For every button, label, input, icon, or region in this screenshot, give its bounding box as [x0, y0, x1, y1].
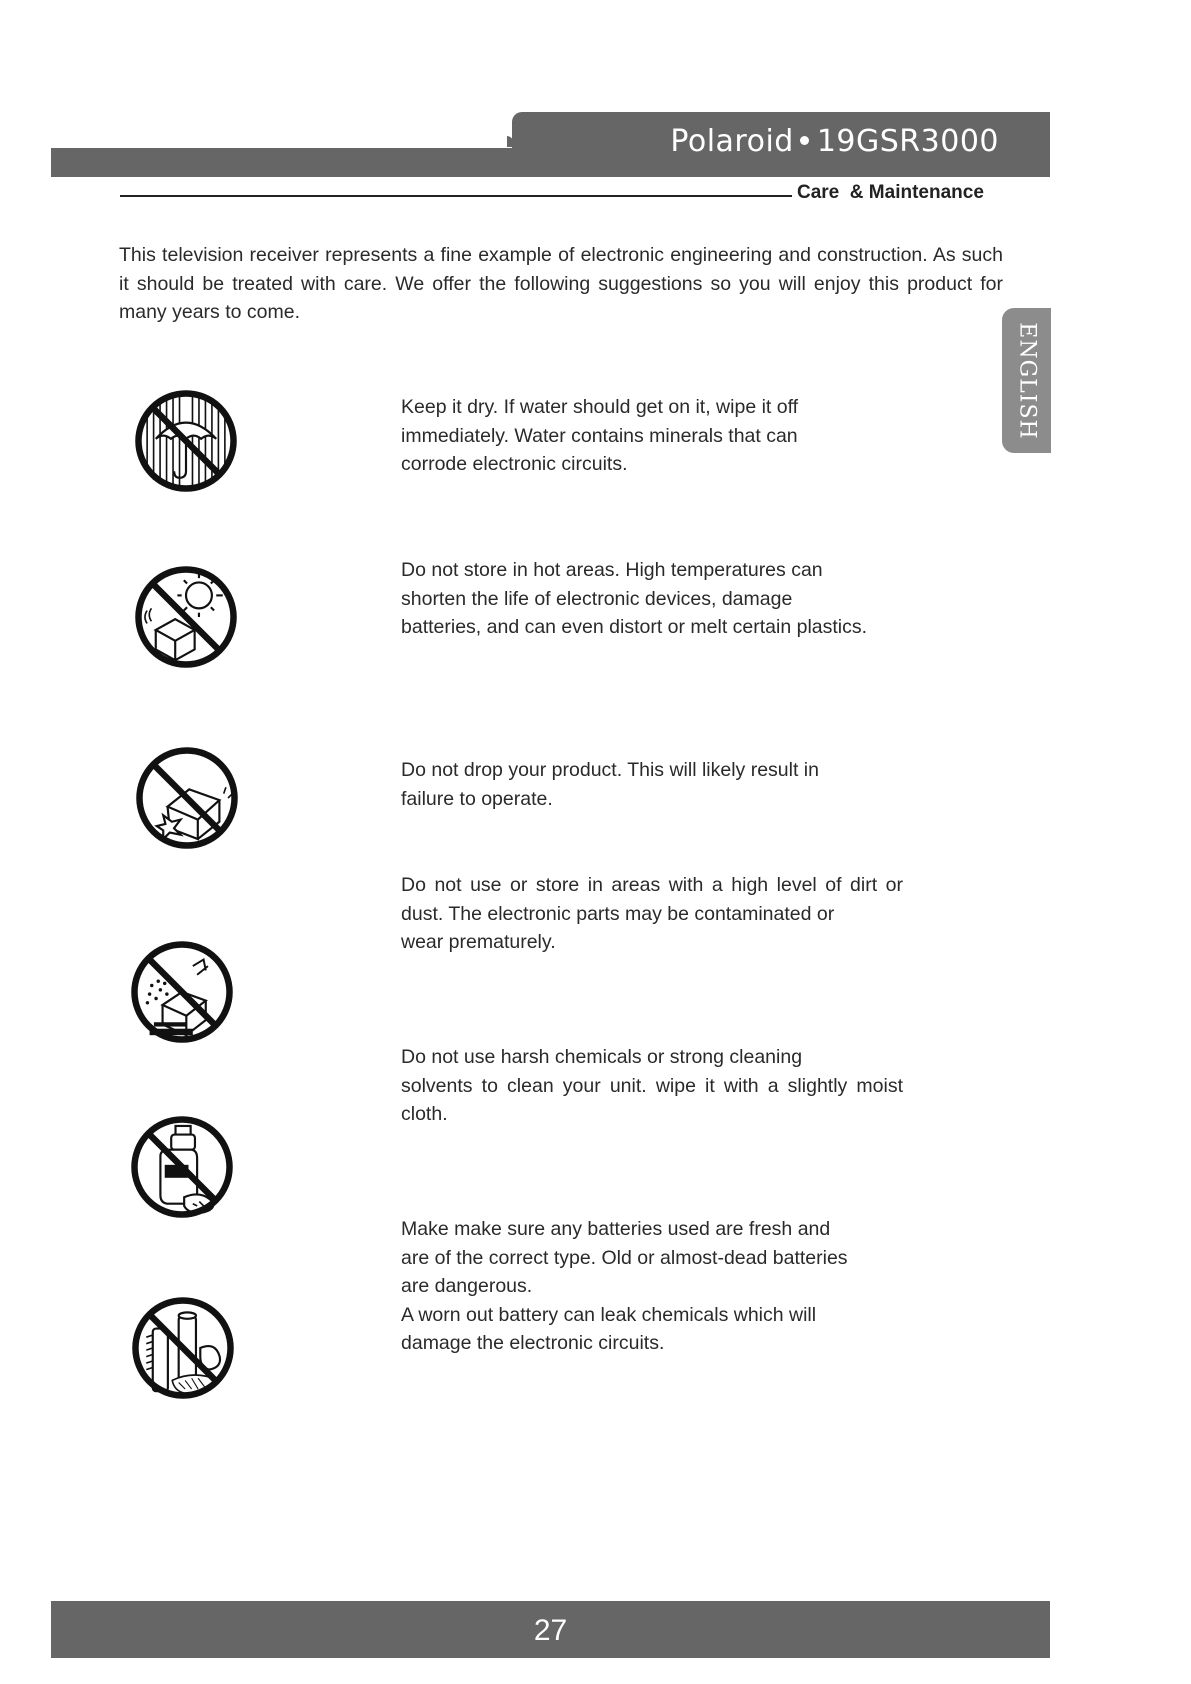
- no-heat-sun-icon: [132, 560, 240, 674]
- tip-line: immediately. Water contains minerals that can: [401, 424, 798, 447]
- model-number: 19GSR3000: [816, 124, 999, 159]
- tip-line: shorten the life of electronic devices, damage: [401, 587, 793, 610]
- tip-line: solvents to clean your unit. wipe it with a slightly moist: [401, 1074, 903, 1097]
- language-tab-label: ENGLISH: [1014, 321, 1039, 440]
- tip-line: dust. The electronic parts may be contaminated or: [401, 902, 835, 925]
- intro-paragraph: This television receiver represents a fine example of electronic engineering and construction. As such it should be treated with care. We offer the following suggestions so you will enjoy this product for many years to come.: [119, 244, 1003, 323]
- tip-line: failure to operate.: [401, 787, 553, 810]
- tip-no-dust: [401, 871, 903, 957]
- section-title: Care & Maintenance: [797, 182, 984, 203]
- language-tab: [1002, 308, 1051, 453]
- tip-line: damage the electronic circuits.: [401, 1332, 665, 1354]
- tip-line: are dangerous.: [401, 1275, 533, 1297]
- brand-separator-dot: [800, 136, 809, 145]
- no-battery-leak-icon: [129, 1291, 237, 1405]
- brand-title: [670, 124, 999, 159]
- tip-line: wear prematurely.: [401, 931, 556, 953]
- footer-bar: [51, 1601, 1050, 1658]
- tip-line: A worn out battery can leak chemicals which will: [401, 1303, 817, 1326]
- tip-keep-dry: [401, 393, 903, 479]
- tip-line: Do not store in hot areas. High temperatures can: [401, 559, 823, 581]
- tip-line: cloth.: [401, 1103, 448, 1125]
- tip-no-drop: [401, 756, 903, 813]
- brand-name: Polaroid: [670, 124, 794, 159]
- tip-line: corrode electronic circuits.: [401, 453, 628, 475]
- section-rule: [120, 195, 792, 197]
- no-dust-icon: [128, 935, 236, 1049]
- tip-line: Make make sure any batteries used are fresh and: [401, 1218, 831, 1240]
- tip-line: Do not use or store in areas with a high level of dirt or: [401, 874, 903, 896]
- page-number: 27: [533, 1614, 568, 1647]
- tip-batteries: [401, 1215, 903, 1358]
- tip-line: Do not use harsh chemicals or strong cleaning: [401, 1046, 803, 1068]
- tip-no-chemicals: [401, 1043, 903, 1129]
- tip-line: Keep it dry. If water should get on it, wipe it off: [401, 396, 799, 418]
- tip-no-heat: [401, 556, 903, 642]
- tip-line: are of the correct type. Old or almost-dead batteries: [401, 1246, 848, 1269]
- tip-line: Do not drop your product. This will likely result in: [401, 759, 819, 781]
- no-chemicals-icon: [128, 1110, 236, 1224]
- no-drop-icon: [133, 741, 241, 855]
- tip-line: batteries, and can even distort or melt certain plastics.: [401, 616, 868, 638]
- no-water-umbrella-icon: [132, 384, 240, 498]
